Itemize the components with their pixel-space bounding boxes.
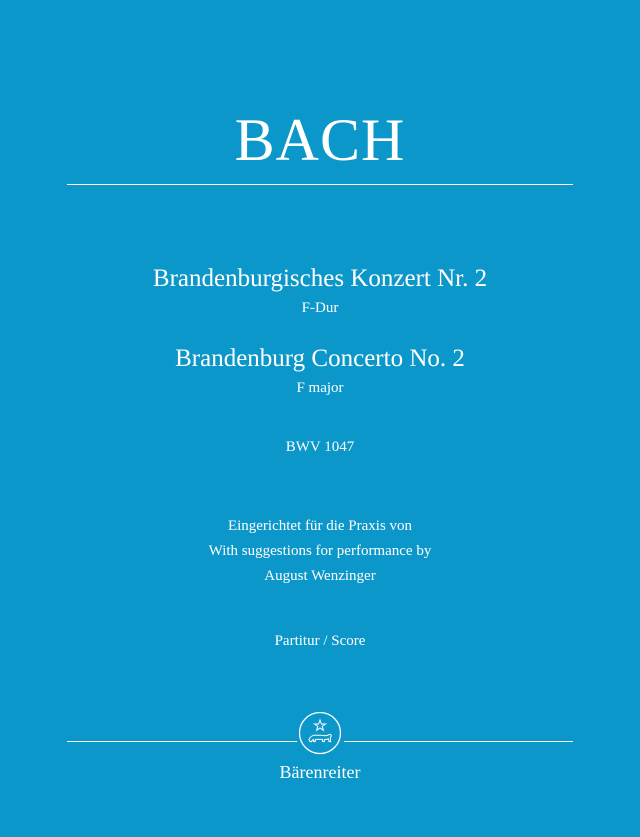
bottom-divider-right: [344, 741, 573, 742]
suggestions-english: With suggestions for performance by: [208, 543, 432, 559]
publisher-name: Bärenreiter: [279, 762, 361, 782]
bottom-divider-left: [67, 741, 297, 742]
key-english: F major: [296, 380, 344, 396]
editor-name: August Wenzinger: [264, 568, 376, 584]
bear-star-logo-icon: [298, 711, 342, 755]
title-german: Brandenburgisches Konzert Nr. 2: [152, 265, 488, 292]
key-german: F-Dur: [301, 300, 339, 316]
suggestions-german: Eingerichtet für die Praxis von: [227, 518, 413, 534]
title-english: Brandenburg Concerto No. 2: [175, 345, 465, 372]
composer-name: BACH: [234, 107, 406, 173]
edition-type: Partitur / Score: [274, 633, 366, 649]
top-divider: [67, 184, 573, 185]
catalogue-number: BWV 1047: [285, 439, 355, 455]
